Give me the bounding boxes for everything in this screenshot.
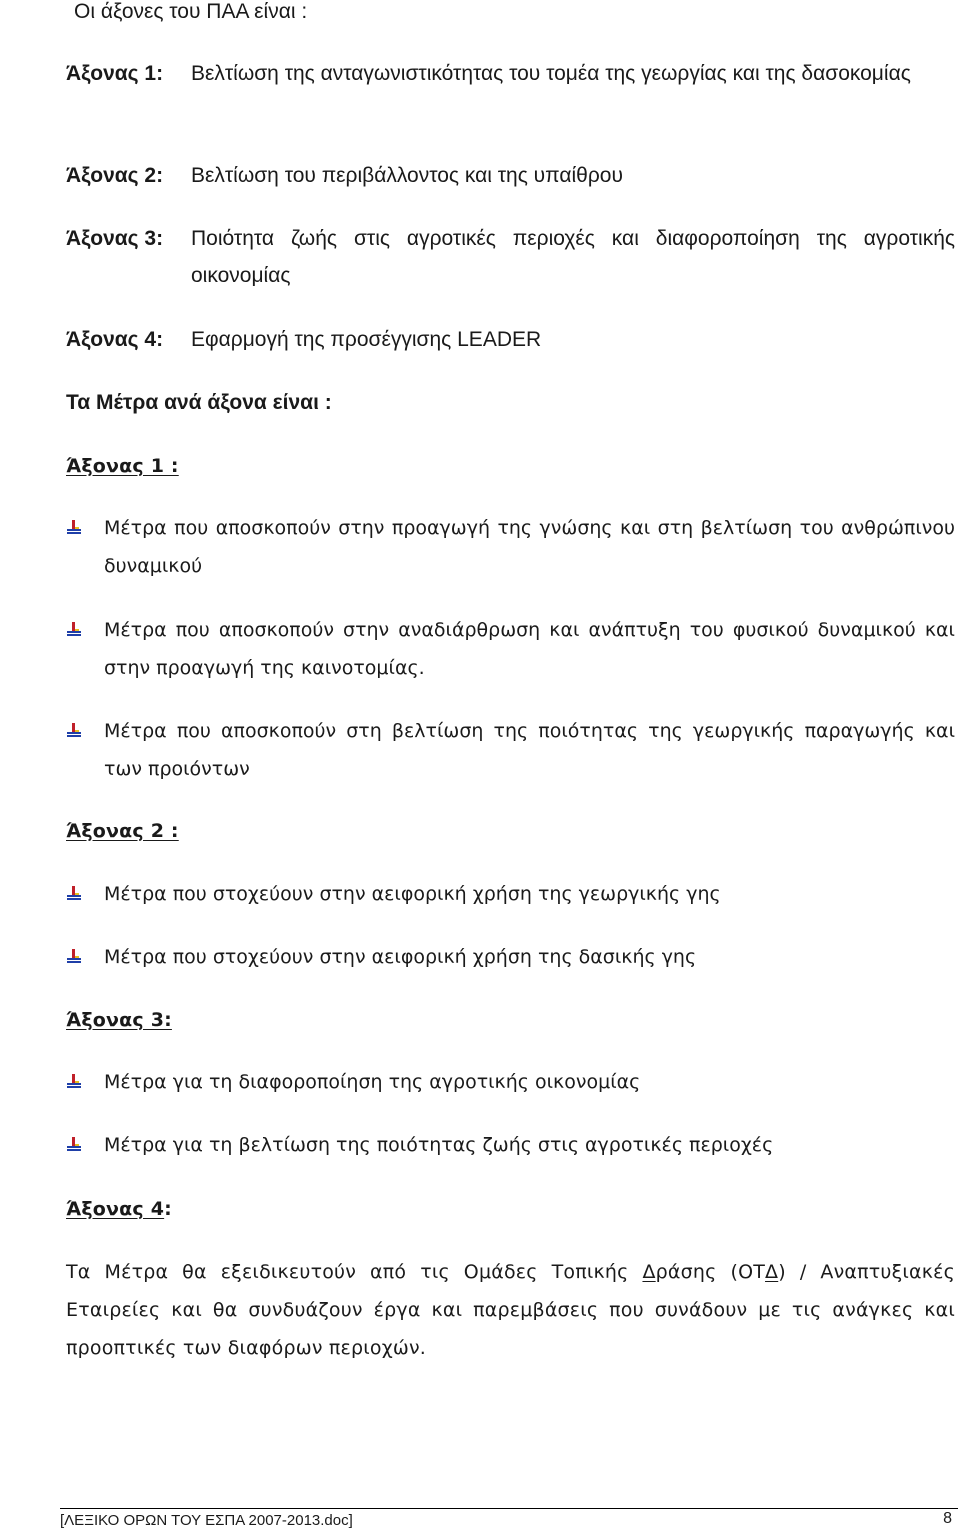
axis3-item-1: Μέτρα για τη διαφοροποίηση της αγροτικής οικονομίας xyxy=(104,1071,641,1093)
axis-2-label: Άξονας 2: xyxy=(66,164,164,187)
axis4-paragraph-part-1: Τα Μέτρα θα εξειδικευτούν από τις Ομάδες Τοπικής xyxy=(66,1261,643,1283)
axis2-item-1: Μέτρα που στοχεύουν στην αειφορική χρήση της γεωργικής γης xyxy=(104,883,721,905)
axis4-paragraph xyxy=(66,1253,955,1367)
axis3-item-2: Μέτρα για τη βελτίωση της ποιότητας ζωής στις αγροτικές περιοχές xyxy=(104,1134,774,1156)
axis4-paragraph-underlined-2: Δ xyxy=(765,1261,779,1283)
axis3-heading: Άξονας 3: xyxy=(66,1009,172,1031)
footer-page-number: 8 xyxy=(943,1510,952,1527)
axis1-item-1: Μέτρα που αποσκοπούν στην προαγωγή της γνώσης και στη βελτίωση του ανθρώπινου δυναμικού xyxy=(104,517,955,577)
intro-text: Οι άξονες του ΠΑΑ είναι : xyxy=(74,0,308,23)
axis-2-text: Βελτίωση του περιβάλλοντος και της υπαίθρου xyxy=(191,164,623,187)
footer-divider xyxy=(60,1508,958,1509)
arrow-bullet-icon xyxy=(66,1136,82,1152)
axis4-paragraph-part-3: ) / Αναπτυξιακές Εταιρείες και θα συνδυάζουν έργα και παρεμβάσεις που συνάδουν με τις ανάγκες και προοπτικές των διαφόρων περιοχών. xyxy=(66,1261,955,1359)
arrow-bullet-icon xyxy=(66,1073,82,1089)
axis4-heading-text: Άξονας 4 xyxy=(66,1198,165,1220)
axis-3-text: Ποιότητα ζωής στις αγροτικές περιοχές και διαφοροποίηση της αγροτικής οικονομίας xyxy=(191,227,955,287)
axis2-heading: Άξονας 2 : xyxy=(66,820,179,842)
axis4-paragraph-underlined-1: Δ xyxy=(642,1261,656,1283)
arrow-bullet-icon xyxy=(66,948,82,964)
axis-1-label: Άξονας 1: xyxy=(66,62,164,85)
axis1-item-2: Μέτρα που αποσκοπούν στην αναδιάρθρωση και ανάπτυξη του φυσικού δυναμικού και στην προαγωγή της καινοτομίας. xyxy=(104,619,955,679)
axis4-heading xyxy=(66,1198,172,1220)
arrow-bullet-icon xyxy=(66,621,82,637)
axis4-heading-colon: : xyxy=(164,1198,172,1220)
arrow-bullet-icon xyxy=(66,885,82,901)
footer-document-name: [ΛΕΞΙΚΟ ΟΡΩΝ ΤΟΥ ΕΣΠΑ 2007-2013.doc] xyxy=(60,1512,353,1529)
arrow-bullet-icon xyxy=(66,722,82,738)
axis-3-label: Άξονας 3: xyxy=(66,227,164,250)
axis-1-text: Βελτίωση της ανταγωνιστικότητας του τομέα της γεωργίας και της δασοκομίας xyxy=(191,62,911,85)
axis4-paragraph-part-2: ράσης (ΟΤ xyxy=(655,1261,766,1283)
axis2-item-2: Μέτρα που στοχεύουν στην αειφορική χρήση της δασικής γης xyxy=(104,946,697,968)
axis1-heading: Άξονας 1 : xyxy=(66,455,179,477)
measures-heading: Τα Μέτρα ανά άξονα είναι : xyxy=(66,391,332,414)
axis-4-label: Άξονας 4: xyxy=(66,328,164,351)
axis1-item-3: Μέτρα που αποσκοπούν στη βελτίωση της ποιότητας της γεωργικής παραγωγής και των προιόντων xyxy=(104,720,955,780)
arrow-bullet-icon xyxy=(66,519,82,535)
axis-4-text: Εφαρμογή της προσέγγισης LEADER xyxy=(191,328,542,351)
